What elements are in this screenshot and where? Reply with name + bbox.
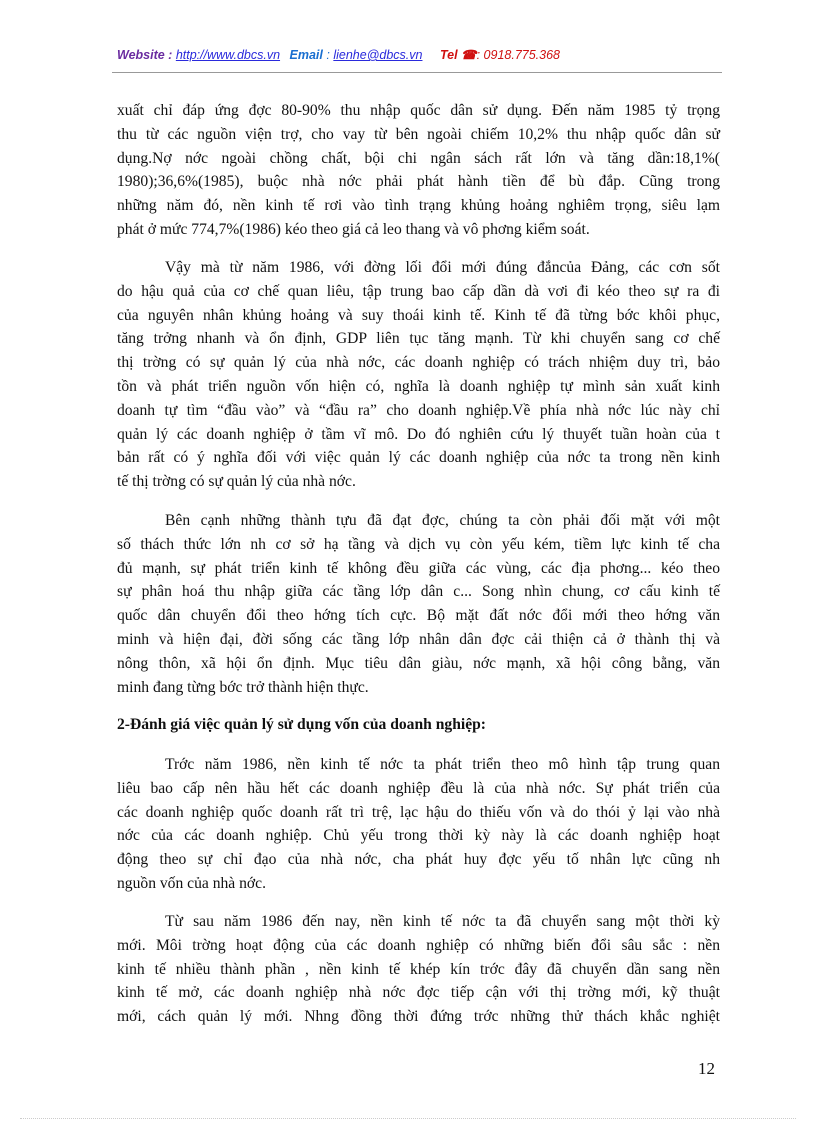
tel-number: : 0918.775.368 bbox=[476, 48, 561, 62]
text-line: Vậy mà từ năm 1986, với đờng lối đổi mới đúng đắncủa Đảng, các cơn sốt bbox=[165, 259, 720, 276]
text-line: nông thôn, xã hội ổn định. Mục tiêu dân giàu, nớc mạnh, xã hội công bằng, văn bbox=[117, 654, 720, 672]
header-divider bbox=[112, 72, 722, 73]
text-line: thu từ các nguồn viện trợ, cho vay từ bên ngoài chiếm 10,2% thu nhập quốc dân sử bbox=[117, 125, 720, 143]
text-line: Trớc năm 1986, nền kinh tế nớc ta phát triển theo mô hình tập trung quan bbox=[165, 756, 720, 773]
page-header bbox=[117, 47, 560, 62]
text-line: của nguyên nhân khủng hoảng và suy thoái kinh tế. Kinh tế đã từng bớc khôi phục, bbox=[117, 306, 720, 324]
email-label: Email bbox=[289, 48, 323, 62]
text-line: quản lý các doanh nghiệp ở tầm vĩ mô. Do đó nghiên cứu lý thuyết tuần hoàn của t bbox=[117, 425, 720, 443]
tel-label: Tel ☎ bbox=[439, 48, 477, 62]
text-line: tăng trởng nhanh và ổn định, GDP liên tục tăng mạnh. Từ khi chuyển sang cơ chế bbox=[117, 330, 720, 348]
paragraph-5 bbox=[117, 910, 720, 1029]
text-line: tồn và phát triển nguồn vốn hiện có, nghĩa là doanh nghiệp tự mình sản xuất kinh bbox=[117, 377, 720, 395]
paragraph-2 bbox=[117, 256, 720, 494]
paragraph-4 bbox=[117, 753, 720, 896]
text-line: nguồn vốn của nhà nớc. bbox=[117, 874, 266, 892]
text-line: kinh tế mở, các doanh nghiệp nhà nớc đợc tiếp cận với thị trờng mới, kỹ thuật bbox=[117, 984, 720, 1002]
text-line: dụng.Nợ nớc ngoài chồng chất, bội chi ngân sách rất lớn và tăng dần:18,1%( bbox=[117, 149, 720, 167]
text-line: minh và hiện đại, đời sống các tầng lớp nhân dân đợc cải thiện cả ở thành thị và bbox=[117, 630, 720, 648]
text-line: mới, cách quản lý mới. Nhng đồng thời đứng trớc những thử thách khắc nghiệt bbox=[117, 1008, 720, 1026]
text-line: 1980);36,6%(1985), buộc nhà nớc phải phát hành tiền để bù đắp. Cũng trong bbox=[117, 173, 720, 191]
text-line: động theo sự chỉ đạo của nhà nớc, cha phát huy đợc yếu tố nhân lực cũng nh bbox=[117, 851, 720, 869]
text-line: bản rất có ý nghĩa đối với việc quản lý các doanh nghiệp của nớc ta trong nền kinh bbox=[117, 449, 720, 467]
text-line: các doanh nghiệp quốc doanh rất trì trệ, lạc hậu do thiếu vốn và do thói ỷ lại vào nhà bbox=[117, 803, 720, 821]
text-line: kinh tế nhiều thành phần , nền kinh tế khép kín trớc đây đã chuyển dần sang nền bbox=[117, 960, 720, 978]
text-line: phát ở mức 774,7%(1986) kéo theo giá cả leo thang và vô phơng kiểm soát. bbox=[117, 220, 590, 238]
text-line: thị trờng có sự quản lý của nhà nớc, các doanh nghiệp có trách nhiệm duy trì, bảo bbox=[117, 354, 720, 372]
email-link[interactable]: lienhe@dbcs.vn bbox=[333, 48, 423, 62]
section-heading: 2-Đánh giá việc quản lý sử dụng vốn của doanh nghiệp: bbox=[117, 716, 486, 733]
text-line: minh đang từng bớc trở thành hiện thực. bbox=[117, 678, 369, 696]
text-line: nớc của các doanh nghiệp. Chủ yếu trong thời kỳ này là các doanh nghiệp hoạt bbox=[117, 827, 720, 845]
text-line: Từ sau năm 1986 đến nay, nền kinh tế nớc ta đã chuyển sang một thời kỳ bbox=[165, 913, 720, 930]
text-line: xuất chỉ đáp ứng đợc 80-90% thu nhập quốc dân sử dụng. Đến năm 1985 tỷ trọng bbox=[117, 102, 720, 119]
text-line: sự phân hoá thu nhập giữa các tầng lớp dân c... Song nhìn chung, cơ cấu kinh tế bbox=[117, 583, 720, 601]
paragraph-3 bbox=[117, 509, 720, 699]
text-line: số thách thức lớn nh cơ sở hạ tầng và dịch vụ còn yếu kém, tiềm lực kinh tế cha bbox=[117, 535, 720, 553]
text-line: đủ mạnh, sự phát triển kinh tế không đều giữa các vùng, các địa phơng... kéo theo bbox=[117, 559, 720, 577]
text-line: Bên cạnh những thành tựu đã đạt đợc, chúng ta còn phải đối mặt với một bbox=[165, 512, 720, 529]
website-link[interactable]: http://www.dbcs.vn bbox=[175, 48, 281, 62]
text-line: những năm đó, nền kinh tế rơi vào tình trạng khủng hoảng nghiêm trọng, siêu lạm bbox=[117, 197, 720, 215]
text-line: tế thị trờng có sự quản lý của nhà nớc. bbox=[117, 473, 356, 491]
footer-divider bbox=[20, 1118, 796, 1119]
website-label: Website : bbox=[117, 48, 173, 62]
email-separator: : bbox=[322, 48, 330, 62]
text-line: doanh tự tìm “đầu vào” và “đầu ra” cho doanh nghiệp.Về phía nhà nớc lúc này chỉ bbox=[117, 401, 720, 419]
text-line: quốc dân chuyển đổi theo hớng tích cực. Bộ mặt đất nớc đổi mới theo hớng văn bbox=[117, 607, 720, 625]
text-line: mới. Môi trờng hoạt động của các doanh nghiệp có những biến đổi sâu sắc : nền bbox=[117, 936, 720, 954]
paragraph-1 bbox=[117, 99, 720, 242]
text-line: liêu bao cấp nên hầu hết các doanh nghiệp đều là của nhà nớc. Sự phát triển của bbox=[117, 779, 720, 797]
text-line: do hậu quả của cơ chế quan liêu, tập trung bao cấp dần dà vơi đi kéo theo sự ra đi bbox=[117, 282, 720, 300]
page-number: 12 bbox=[698, 1059, 715, 1078]
